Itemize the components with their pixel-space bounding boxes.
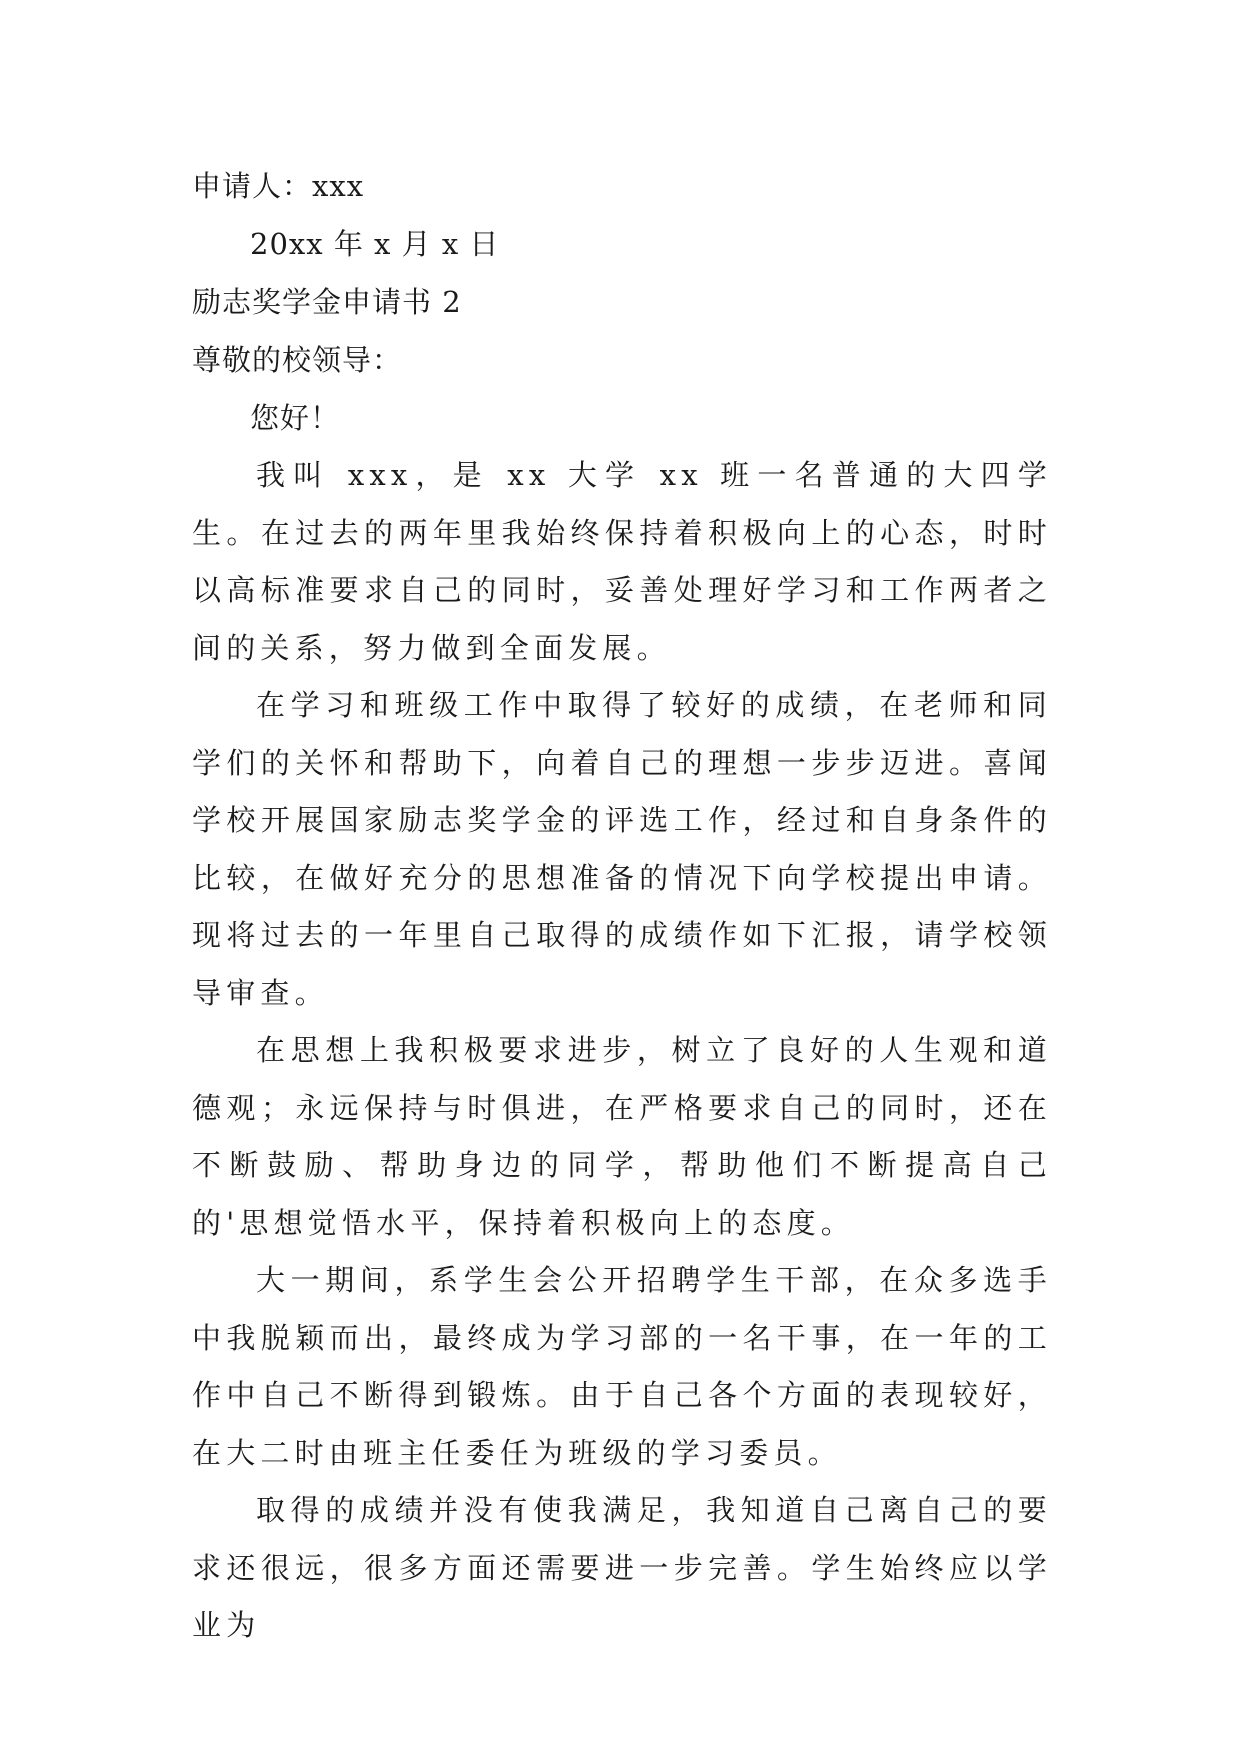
salutation: 尊敬的校领导： (192, 343, 403, 377)
date-line: 20xx 年 x 月 x 日 (250, 227, 500, 261)
applicant-line: 申请人：xxx (192, 169, 365, 203)
document-heading: 励志奖学金申请书 2 (192, 285, 462, 319)
greeting: 您好！ (250, 401, 341, 435)
paragraph-thought: 在思想上我积极要求进步，树立了良好的人生观和道德观；永远保持与时俱进，在严格要求自己的同时，还在不断鼓励、帮助身边的同学，帮助他们不断提高自己的'思想觉悟水平，保持着积极向上的态度。 (192, 1033, 1052, 1240)
document-body (192, 157, 1052, 1655)
paragraph-student-union: 大一期间，系学生会公开招聘学生干部，在众多选手中我脱颖而出，最终成为学习部的一名干事，在一年的工作中自己不断得到锻炼。由于自己各个方面的表现较好，在大二时由班主任委任为班级的学习委员。 (192, 1263, 1052, 1470)
paragraph-intro: 我叫 xxx，是 xx 大学 xx 班一名普通的大四学生。在过去的两年里我始终保持着积极向上的心态，时时以高标准要求自己的同时，妥善处理好学习和工作两者之间的关系，努力做到全面发展。 (192, 458, 1052, 665)
paragraph-studies: 取得的成绩并没有使我满足，我知道自己离自己的要求还很远，很多方面还需要进一步完善。学生始终应以学业为 (192, 1493, 1052, 1642)
paragraph-application: 在学习和班级工作中取得了较好的成绩，在老师和同学们的关怀和帮助下，向着自己的理想一步步迈进。喜闻学校开展国家励志奖学金的评选工作，经过和自身条件的比较，在做好充分的思想准备的情况下向学校提出申请。现将过去的一年里自己取得的成绩作如下汇报，请学校领导审查。 (192, 688, 1052, 1010)
